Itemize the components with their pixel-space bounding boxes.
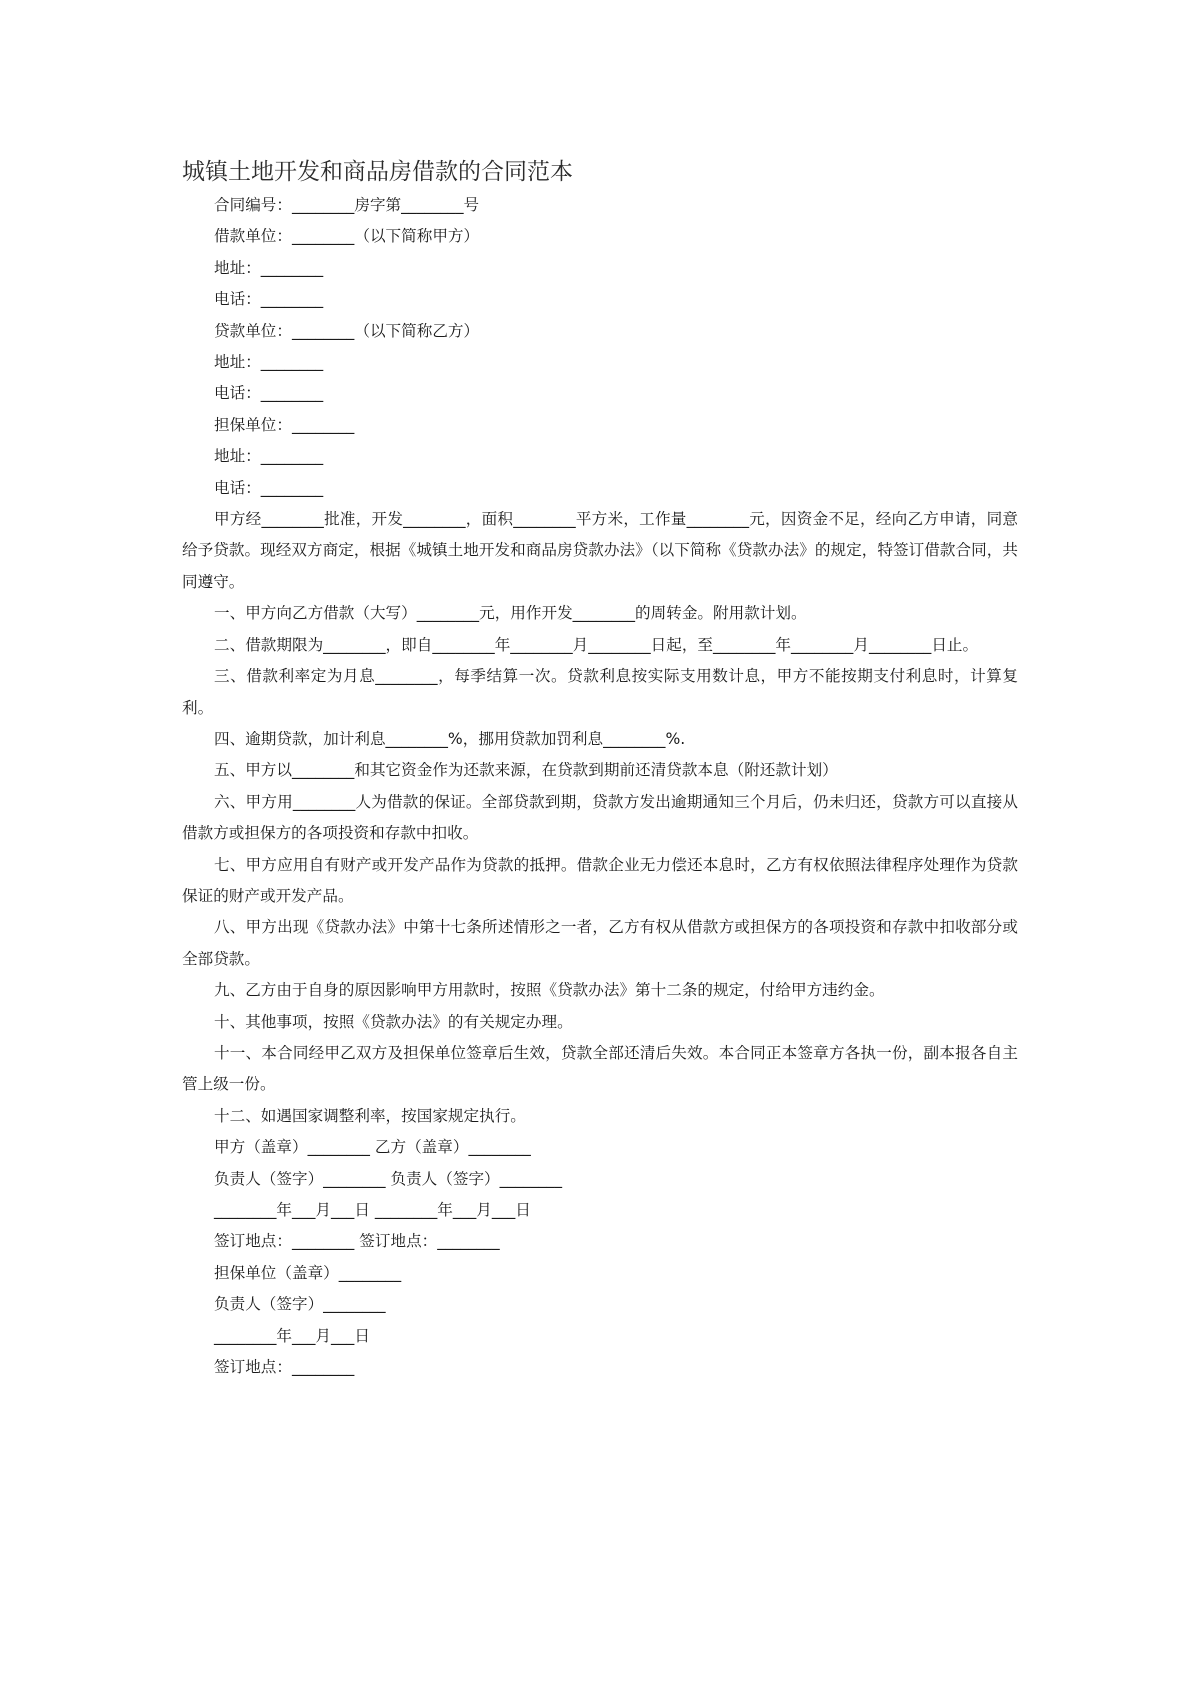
clause-6: 六、甲方用________人为借款的保证。全部贷款到期，贷款方发出逾期通知三个月后，仍未归还，贷款方可以直接从借款方或担保方的各项投资和存款中扣收。 xyxy=(182,792,1018,843)
signature-guarantor-seal: 担保单位（盖章）________ xyxy=(214,1263,402,1282)
clause-8: 八、甲方出现《贷款办法》中第十七条所述情形之一者，乙方有权从借款方或担保方的各项投资和存款中扣收部分或全部贷款。 xyxy=(182,918,1018,968)
clause-7: 七、甲方应用自有财产或开发产品作为贷款的抵押。借款企业无力偿还本息时，乙方有权依照法律程序处理作为贷款保证的财产或开发产品。 xyxy=(182,855,1018,905)
clause-11: 十一、本合同经甲乙双方及担保单位签章后生效，贷款全部还清后失效。本合同正本签章方各执一份，副本报各自主管上级一份。 xyxy=(182,1043,1018,1094)
field-lender-address: 地址：________ xyxy=(214,353,324,372)
field-guarantor-unit: 担保单位：________ xyxy=(214,415,355,434)
signature-parties-responsible: 负责人（签字）________ 负责人（签字）________ xyxy=(214,1169,563,1188)
field-borrower-unit: 借款单位：________（以下简称甲方） xyxy=(214,227,480,246)
signature-guarantor-responsible: 负责人（签字）________ xyxy=(214,1295,386,1314)
field-borrower-address: 地址：________ xyxy=(214,258,324,277)
field-lender-phone: 电话：________ xyxy=(214,384,324,403)
signature-parties-seal: 甲方（盖章）________ 乙方（盖章）________ xyxy=(214,1138,531,1157)
field-contract-number: 合同编号：________房字第________号 xyxy=(214,196,480,214)
signature-parties-date: ________年___月___日 ________年___月___日 xyxy=(214,1201,531,1219)
clause-1: 一、甲方向乙方借款（大写）________元，用作开发________的周转金。附用款计划。 xyxy=(214,604,807,623)
field-guarantor-phone: 电话：________ xyxy=(214,478,324,497)
clause-2: 二、借款期限为________，即自________年________月________日起，至________年________月________日止。 xyxy=(214,635,979,654)
clause-4: 四、逾期贷款，加计利息________%，挪用贷款加罚利息________%. xyxy=(214,729,686,748)
clause-12: 十二、如遇国家调整利率，按国家规定执行。 xyxy=(214,1106,526,1125)
clause-10: 十、其他事项，按照《贷款办法》的有关规定办理。 xyxy=(214,1012,573,1031)
field-guarantor-address: 地址：________ xyxy=(214,447,324,466)
contract-body xyxy=(182,190,1018,1383)
clause-9: 九、乙方由于自身的原因影响甲方用款时，按照《贷款办法》第十二条的规定，付给甲方违约金。 xyxy=(214,981,885,1000)
field-lender-unit: 贷款单位：________（以下简称乙方） xyxy=(214,321,480,340)
signature-guarantor-date: ________年___月___日 xyxy=(214,1326,370,1345)
field-borrower-phone: 电话：________ xyxy=(214,290,324,309)
preamble-paragraph: 甲方经________批准，开发________，面积________平方米，工作量________元，因资金不足，经向乙方申请，同意给予贷款。现经双方商定，根据《城镇土地开发和商品房贷款办法》（以下简称《贷款办法》的规定，特签订借款合同，共同遵守。 xyxy=(182,510,1018,591)
signature-guarantor-place: 签订地点：________ xyxy=(214,1358,355,1377)
clause-5: 五、甲方以________和其它资金作为还款来源，在贷款到期前还清贷款本息（附还款计划） xyxy=(214,761,838,780)
clause-3: 三、借款利率定为月息________，每季结算一次。贷款利息按实际支用数计息，甲方不能按期支付利息时，计算复利。 xyxy=(182,667,1018,717)
document-title: 城镇土地开发和商品房借款的合同范本 xyxy=(182,159,573,185)
signature-parties-place: 签订地点：________ 签订地点：________ xyxy=(214,1232,500,1251)
